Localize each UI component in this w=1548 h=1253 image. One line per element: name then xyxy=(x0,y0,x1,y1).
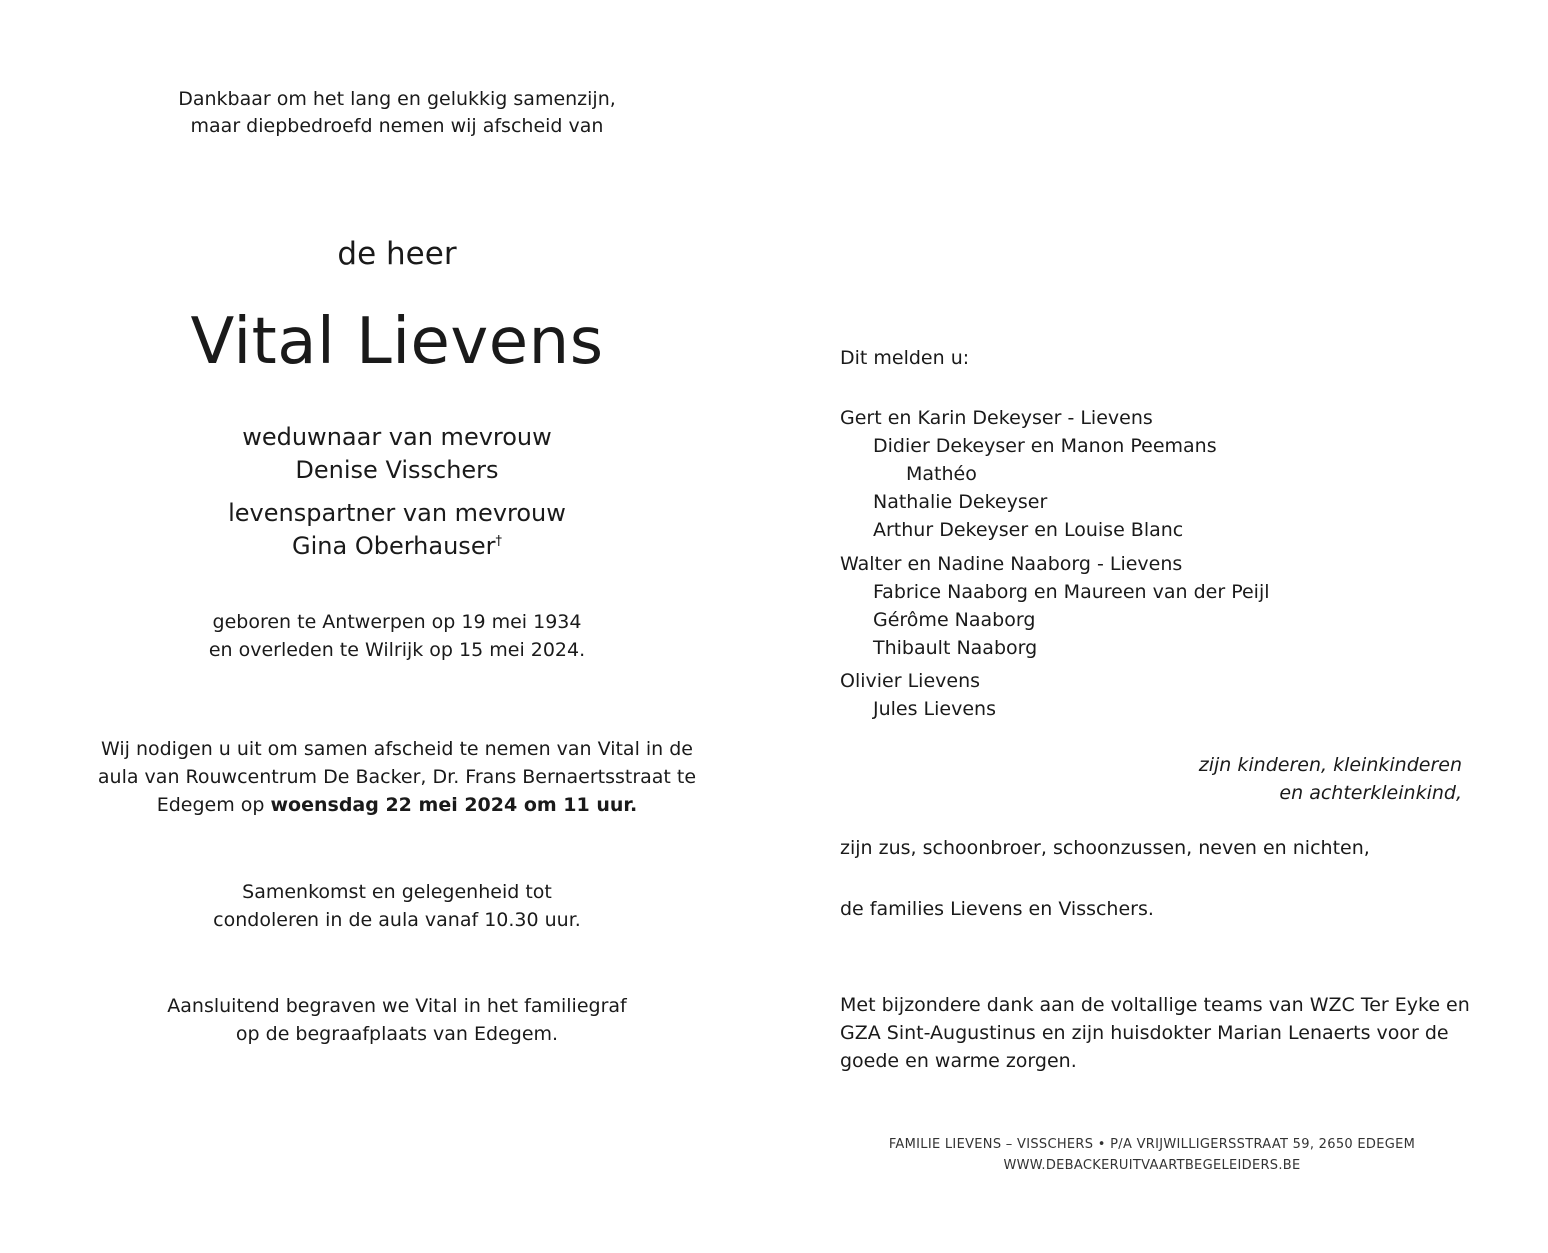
grandchild: Arthur Dekeyser en Louise Blanc xyxy=(873,519,1184,541)
family-group xyxy=(840,550,1270,662)
families-text: de families Lievens en Visschers. xyxy=(840,898,1154,920)
life-dates xyxy=(0,608,794,664)
footer xyxy=(840,1134,1464,1176)
family-group xyxy=(840,404,1217,544)
grandchild: Jules Lievens xyxy=(873,698,996,720)
grandchild: Nathalie Dekeyser xyxy=(873,491,1048,513)
grandchild: Fabrice Naaborg en Maureen van der Peijl xyxy=(873,581,1270,603)
relation-line: zijn kinderen, kleinkinderen xyxy=(1198,754,1462,776)
widower-line: weduwnaar van mevrouw xyxy=(242,423,552,451)
siblings-text: zijn zus, schoonbroer, schoonzussen, neven en nichten, xyxy=(840,837,1370,859)
burial-line: Aansluitend begraven we Vital in het familiegraf xyxy=(167,995,627,1017)
family-head: Gert en Karin Dekeyser - Lievens xyxy=(840,407,1153,429)
family-head: Walter en Nadine Naaborg - Lievens xyxy=(840,553,1183,575)
deceased-name: Vital Lievens xyxy=(190,305,604,379)
grandchild: Gérôme Naaborg xyxy=(873,609,1036,631)
honorific: de heer xyxy=(337,236,457,272)
invitation-line xyxy=(0,791,794,819)
ceremony-invitation xyxy=(0,735,794,819)
burial-info xyxy=(0,992,794,1048)
spouse-name: Denise Visschers xyxy=(295,456,499,484)
invitation-line: Wij nodigen u uit om samen afscheid te nemen van Vital in de xyxy=(100,738,693,760)
invitation-prefix: Edegem op xyxy=(156,794,271,816)
family-head: Olivier Lievens xyxy=(840,670,981,692)
thanks-line: goede en warme zorgen. xyxy=(840,1050,1077,1072)
partner-text xyxy=(0,497,794,563)
great-grandchild: Mathéo xyxy=(906,463,977,485)
relation-caption xyxy=(1199,751,1462,807)
thanks-line: GZA Sint-Augustinus en zijn huisdokter Marian Lenaerts voor de xyxy=(840,1022,1449,1044)
widower-text xyxy=(0,421,794,487)
partner-name: Gina Oberhauser xyxy=(292,532,496,560)
family-group xyxy=(840,667,996,723)
footer-address: FAMILIE LIEVENS – VISSCHERS • P/A VRIJWILLIGERSSTRAAT 59, 2650 EDEGEM xyxy=(888,1137,1416,1152)
partner-name-line xyxy=(0,530,794,563)
footer-website: WWW.DEBACKERUITVAARTBEGELEIDERS.BE xyxy=(1003,1158,1301,1173)
invitation-line: aula van Rouwcentrum De Backer, Dr. Frans Bernaertsstraat te xyxy=(97,766,697,788)
condolence-info xyxy=(0,878,794,934)
thanks-line: Met bijzondere dank aan de voltallige teams van WZC Ter Eyke en xyxy=(840,994,1470,1016)
relation-line: en achterkleinkind, xyxy=(1279,782,1462,804)
partner-line: levenspartner van mevrouw xyxy=(228,499,566,527)
condolence-line: condoleren in de aula vanaf 10.30 uur. xyxy=(213,909,581,931)
intro-line: Dankbaar om het lang en gelukkig samenzijn, xyxy=(178,88,616,110)
intro-text xyxy=(0,86,794,140)
intro-line: maar diepbedroefd nemen wij afscheid van xyxy=(190,115,604,137)
grandchild: Didier Dekeyser en Manon Peemans xyxy=(873,435,1217,457)
announce-heading: Dit melden u: xyxy=(840,347,970,369)
deceased-mark: † xyxy=(495,534,502,549)
ceremony-datetime: woensdag 22 mei 2024 om 11 uur. xyxy=(270,794,638,816)
burial-line: op de begraafplaats van Edegem. xyxy=(235,1023,559,1045)
grandchild: Thibault Naaborg xyxy=(873,637,1038,659)
condolence-line: Samenkomst en gelegenheid tot xyxy=(242,881,552,903)
birth-line: geboren te Antwerpen op 19 mei 1934 xyxy=(212,611,582,633)
death-line: en overleden te Wilrijk op 15 mei 2024. xyxy=(208,639,586,661)
thanks-text xyxy=(840,991,1470,1075)
